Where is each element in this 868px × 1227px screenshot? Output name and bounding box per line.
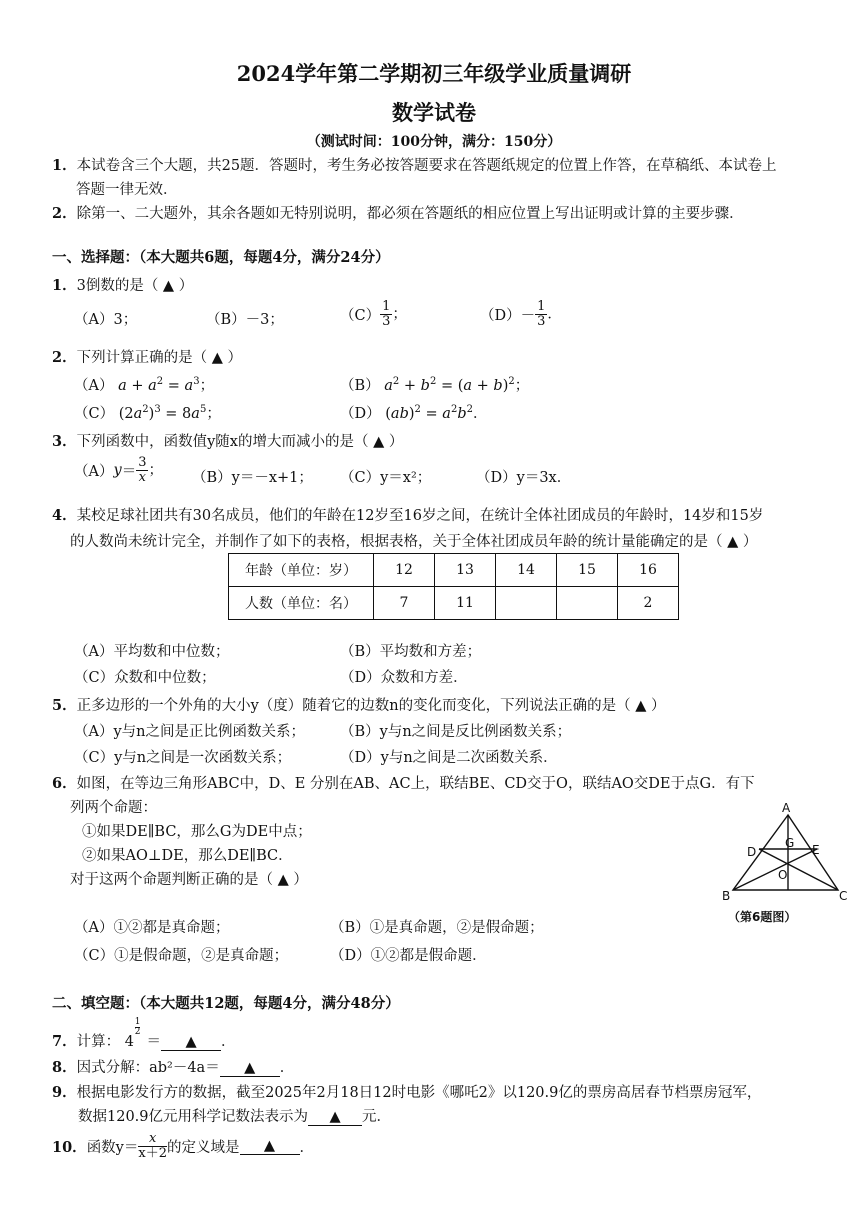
table-cell <box>496 587 557 620</box>
q1-option-a: （A）3； <box>74 312 138 328</box>
question-4-cont: 的人数尚未统计完全，并制作了如下的表格，根据表格，关于全体社团成员年龄的统计量能确定的是（ ▲ ） <box>70 534 758 550</box>
question-6: 6．如图，在等边三角形ABC中，D、E 分别在AB、AC上，联结BE、CD交于O，联结AO交DE于点G．有下 <box>52 775 755 792</box>
question-10: 10．函数y＝ $\frac{x}{x+2}$ 的定义域是 ▲ ． <box>52 1131 314 1161</box>
question-3: 3．下列函数中，函数值y随x的增大而减小的是（ ▲ ） <box>52 433 404 450</box>
q4-option-d: （D）众数和方差． <box>340 670 468 686</box>
label-o: O <box>778 868 788 882</box>
page-title: 2024学年第二学期初三年级学业质量调研 <box>236 61 632 86</box>
q2-option-a: （A） $a + a^2 = a^3$； <box>74 376 215 394</box>
table-cell <box>557 587 618 620</box>
table-cell: 16 <box>618 554 679 587</box>
q9-answer-blank[interactable]: ▲ <box>308 1109 362 1126</box>
q8-answer-blank[interactable]: ▲ <box>220 1060 280 1077</box>
q1-option-b: （B）－3； <box>206 312 284 328</box>
q1-option-d: （D）－ $\frac{1}{3}$ ． <box>480 299 562 329</box>
exam-info: （测试时间：100分钟，满分：150分） <box>306 134 562 150</box>
age-table <box>228 553 679 620</box>
q4-option-a: （A）平均数和中位数； <box>74 644 230 660</box>
question-6-cont: 列两个命题： <box>70 800 157 816</box>
section-1-title: 一、选择题：（本大题共6题，每题4分，满分24分） <box>52 249 390 266</box>
segment-be <box>733 849 817 890</box>
question-2: 2．下列计算正确的是（ ▲ ） <box>52 349 242 366</box>
table-cell: 15 <box>557 554 618 587</box>
q10-answer-blank[interactable]: ▲ <box>240 1138 300 1155</box>
q5-option-d: （D）y与n之间是二次函数关系． <box>340 750 558 766</box>
q6-ask: 对于这两个命题判断正确的是（ ▲ ） <box>70 872 308 888</box>
note-1-cont: 答题一律无效． <box>76 182 178 198</box>
figure-caption: （第6题图） <box>728 910 797 924</box>
q3-option-a: （A）y＝ $\frac{3}{x}$； <box>74 455 163 485</box>
question-1: 1．3倒数的是（ ▲ ） <box>52 277 194 294</box>
table-cell: 7 <box>374 587 435 620</box>
q3-option-b: （B）y＝－x+1； <box>192 470 313 486</box>
q6-option-d: （D）①②都是假命题． <box>330 948 487 964</box>
q2-option-b: （B） $a^2 + b^2 = (a + b)^2$； <box>340 376 530 394</box>
table-header-count: 人数（单位：名） <box>229 587 374 620</box>
q5-option-c: （C）y与n之间是一次函数关系； <box>74 750 292 766</box>
q6-figure <box>718 800 853 934</box>
segment-cd <box>759 849 838 890</box>
table-cell: 13 <box>435 554 496 587</box>
table-row <box>229 587 679 620</box>
subject-title: 数学试卷 <box>392 100 476 125</box>
label-g: G <box>785 836 795 850</box>
label-e: E <box>812 843 820 857</box>
q2-option-d: （D） $(ab)^2 = a^2b^2$． <box>340 404 488 422</box>
question-9-cont: 数据120.9亿元用科学记数法表示为 ▲ 元． <box>78 1109 392 1125</box>
table-cell: 14 <box>496 554 557 587</box>
note-2: 2．除第一、二大题外，其余各题如无特别说明，都必须在答题纸的相应位置上写出证明或计算的主要步骤． <box>52 205 744 222</box>
label-c: C <box>839 889 848 903</box>
question-7: 7．计算： 4 1 2 ＝ ▲ ． <box>52 1017 236 1050</box>
q4-option-b: （B）平均数和方差； <box>340 644 482 660</box>
q6-proposition-1: ①如果DE∥BC，那么G为DE中点； <box>82 824 312 840</box>
q1-option-c: （C） $\frac{1}{3}$ ； <box>340 299 407 329</box>
q2-option-c: （C） $(2a^2)^3 = 8a^5$； <box>74 404 221 422</box>
q5-option-b: （B）y与n之间是反比例函数关系； <box>340 724 572 740</box>
table-row <box>229 554 679 587</box>
question-8: 8．因式分解：ab²－4a＝ ▲ ． <box>52 1059 295 1076</box>
q3-option-c: （C）y＝x²； <box>340 470 432 486</box>
label-b: B <box>722 889 731 903</box>
table-cell: 2 <box>618 587 679 620</box>
label-d: D <box>747 845 757 859</box>
q3-option-d: （D）y＝3x． <box>476 470 572 486</box>
note-1: 1．本试卷含三个大题，共25题．答题时，考生务必按答题要求在答题纸规定的位置上作答，在草稿纸、本试卷上 <box>52 157 777 174</box>
q7-answer-blank[interactable]: ▲ <box>161 1034 221 1051</box>
question-4: 4．某校足球社团共有30名成员，他们的年龄在12岁至16岁之间，在统计全体社团成员的年龄时，14岁和15岁 <box>52 507 764 524</box>
question-9: 9．根据电影发行方的数据，截至2025年2月18日12时电影《哪吒2》以120.9亿的票房高居春节档票房冠军， <box>52 1084 762 1101</box>
q6-proposition-2: ②如果AO⊥DE，那么DE∥BC． <box>82 848 293 864</box>
label-a: A <box>782 801 791 815</box>
q6-option-c: （C）①是假命题，②是真命题； <box>74 948 289 964</box>
table-cell: 11 <box>435 587 496 620</box>
q6-option-b: （B）①是真命题，②是假命题； <box>330 920 544 936</box>
table-header-age: 年龄（单位：岁） <box>229 554 374 587</box>
q6-option-a: （A）①②都是真命题； <box>74 920 230 936</box>
q5-option-a: （A）y与n之间是正比例函数关系； <box>74 724 306 740</box>
table-cell: 12 <box>374 554 435 587</box>
section-2-title: 二、填空题：（本大题共12题，每题4分，满分48分） <box>52 995 400 1012</box>
question-5: 5．正多边形的一个外角的大小y（度）随着它的边数n的变化而变化，下列说法正确的是（ ▲ ） <box>52 697 666 714</box>
q4-option-c: （C）众数和中位数； <box>74 670 216 686</box>
